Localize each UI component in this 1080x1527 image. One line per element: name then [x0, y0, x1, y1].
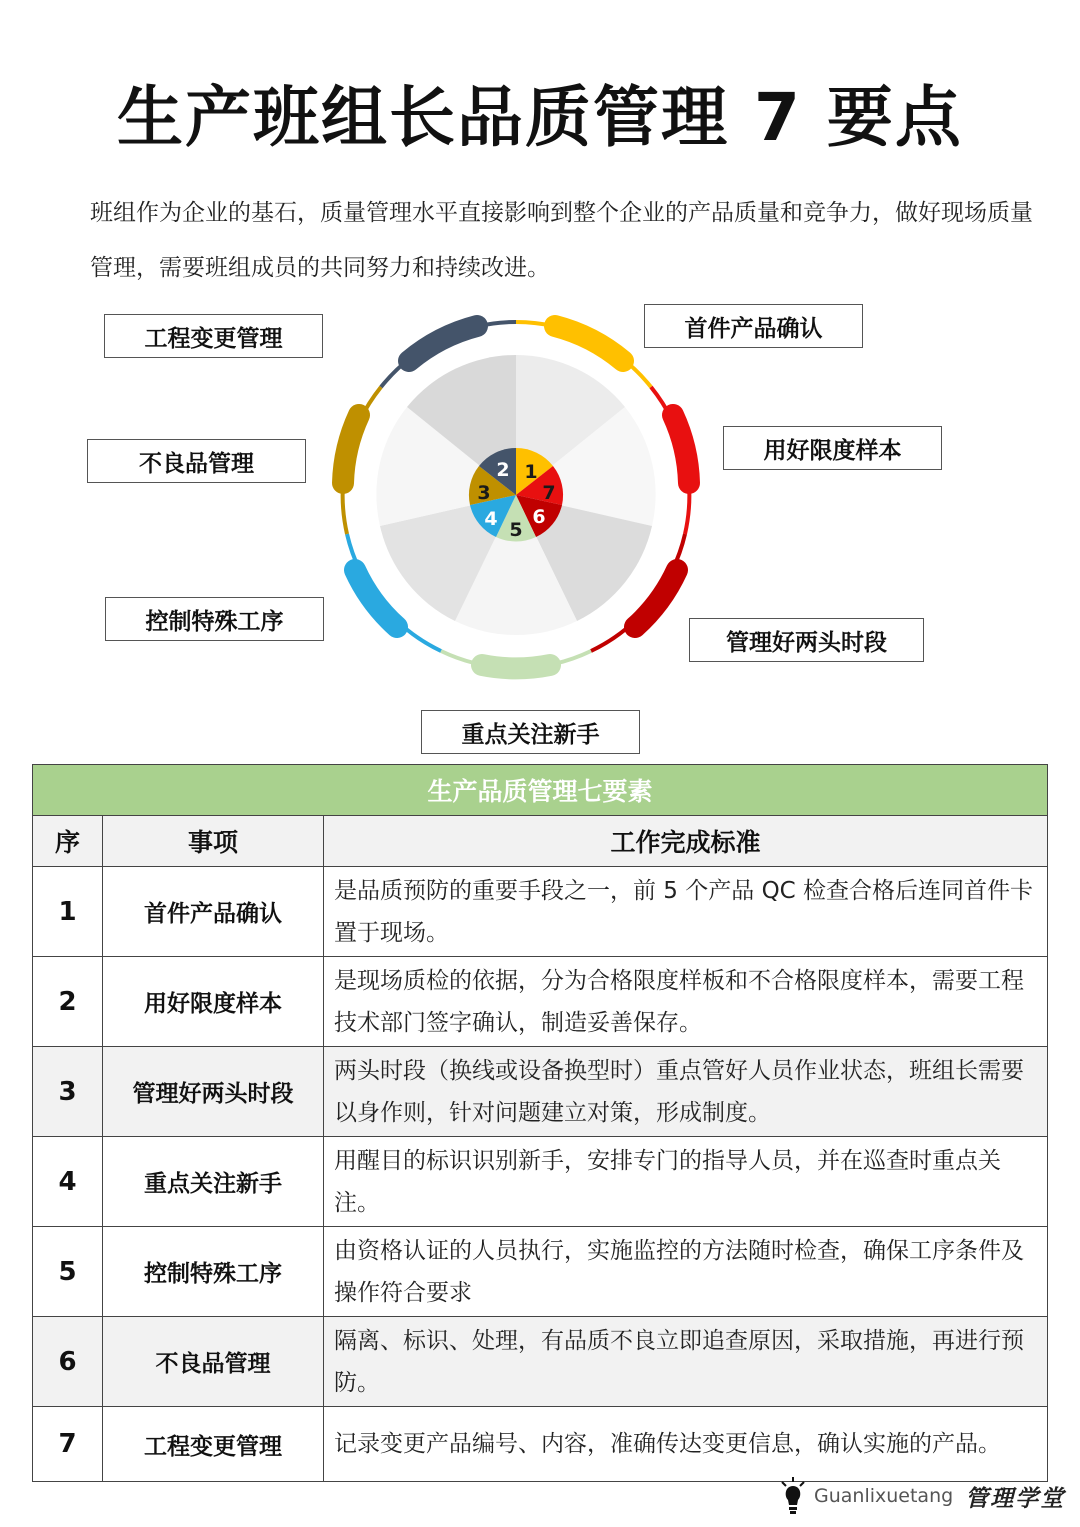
- label-special-process: 控制特殊工序: [105, 597, 324, 641]
- label-two-ends: 管理好两头时段: [689, 618, 924, 662]
- row-standard: 记录变更产品编号、内容，准确传达变更信息，确认实施的产品。: [324, 1407, 1048, 1482]
- row-number: 4: [33, 1137, 103, 1227]
- row-number: 7: [33, 1407, 103, 1482]
- row-number: 6: [33, 1317, 103, 1407]
- row-standard: 两头时段（换线或设备换型时）重点管好人员作业状态，班组长需要以身作则，针对问题建立对策，形成制度。: [324, 1047, 1048, 1137]
- table-row: [33, 1137, 1048, 1227]
- row-item: 管理好两头时段: [103, 1047, 324, 1137]
- center-number-7: 7: [542, 482, 556, 504]
- table-row: [33, 867, 1048, 957]
- header-no: 序: [33, 816, 103, 867]
- table-row: [33, 957, 1048, 1047]
- center-number-5: 5: [509, 519, 523, 541]
- row-standard: 用醒目的标识识别新手，安排专门的指导人员，并在巡查时重点关注。: [324, 1137, 1048, 1227]
- row-standard: 隔离、标识、处理，有品质不良立即追查原因，采取措施，再进行预防。: [324, 1317, 1048, 1407]
- center-number-3: 3: [477, 482, 491, 504]
- header-standard: 工作完成标准: [324, 816, 1048, 867]
- row-number: 5: [33, 1227, 103, 1317]
- label-engineering-change: 工程变更管理: [104, 314, 323, 358]
- row-standard: 由资格认证的人员执行，实施监控的方法随时检查，确保工序条件及操作符合要求: [324, 1227, 1048, 1317]
- table-header-row: [33, 816, 1048, 867]
- quality-elements-table: [32, 764, 1048, 1482]
- row-number: 1: [33, 867, 103, 957]
- table-caption-row: [33, 765, 1048, 816]
- row-item: 不良品管理: [103, 1317, 324, 1407]
- page-title: 生产班组长品质管理 7 要点: [117, 79, 963, 156]
- label-limit-sample: 用好限度样本: [723, 426, 942, 470]
- center-number-1: 1: [524, 461, 538, 483]
- label-defect-mgmt: 不良品管理: [87, 439, 306, 483]
- label-newcomers: 重点关注新手: [421, 710, 640, 754]
- row-item: 首件产品确认: [103, 867, 324, 957]
- row-number: 2: [33, 957, 103, 1047]
- center-number-2: 2: [496, 459, 510, 481]
- table-row: [33, 1047, 1048, 1137]
- row-item: 工程变更管理: [103, 1407, 324, 1482]
- row-item: 重点关注新手: [103, 1137, 324, 1227]
- footer-brand: [780, 1472, 1065, 1520]
- brand-chinese: 管理学堂: [965, 1485, 1066, 1512]
- center-number-6: 6: [532, 506, 546, 528]
- row-standard: 是品质预防的重要手段之一，前 5 个产品 QC 检查合格后连同首件卡置于现场。: [324, 867, 1048, 957]
- row-number: 3: [33, 1047, 103, 1137]
- table-row: [33, 1407, 1048, 1482]
- seven-points-diagram: [0, 290, 1080, 760]
- lightbulb-icon: [780, 1476, 806, 1516]
- center-number-4: 4: [484, 508, 498, 530]
- table-row: [33, 1227, 1048, 1317]
- label-first-piece: 首件产品确认: [644, 304, 863, 348]
- brand-english: Guanlixuetang: [814, 1485, 954, 1507]
- table-caption: 生产品质管理七要素: [33, 765, 1048, 816]
- intro-paragraph: 班组作为企业的基石，质量管理水平直接影响到整个企业的产品质量和竞争力，做好现场质量管理，需要班组成员的共同努力和持续改进。: [90, 200, 1033, 281]
- row-item: 用好限度样本: [103, 957, 324, 1047]
- quality-wheel: [0, 290, 1080, 760]
- table-row: [33, 1317, 1048, 1407]
- header-item: 事项: [103, 816, 324, 867]
- row-standard: 是现场质检的依据，分为合格限度样板和不合格限度样本，需要工程技术部门签字确认，制造妥善保存。: [324, 957, 1048, 1047]
- row-item: 控制特殊工序: [103, 1227, 324, 1317]
